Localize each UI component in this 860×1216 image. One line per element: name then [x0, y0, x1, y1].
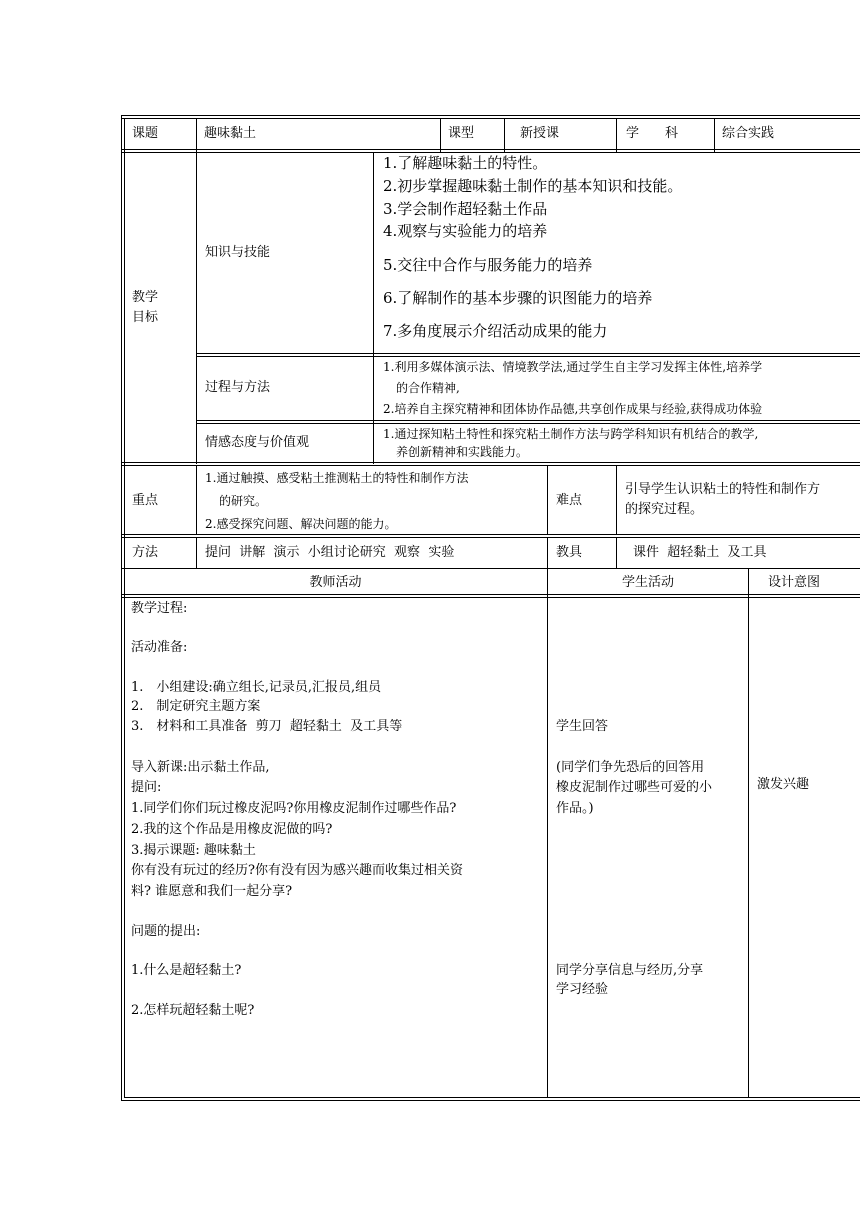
- student-answer-detail: 作品。): [556, 801, 594, 816]
- question-item: 1.什么是超轻黏土?: [131, 963, 242, 978]
- topic-label: 课题: [132, 126, 159, 141]
- table-rule: [196, 118, 197, 152]
- table-rule: [121, 462, 860, 463]
- table-rule: [714, 118, 715, 152]
- emotion-item: 1.通过探知粘土特性和探究粘土制作方法与跨学科知识有机结合的教学,: [383, 427, 759, 441]
- emotion-label: 情感态度与价值观: [205, 435, 310, 450]
- student-share: 同学分享信息与经历,分享: [556, 963, 704, 978]
- knowledge-item: 5.交往中合作与服务能力的培养: [383, 256, 593, 274]
- difficulty-item: 的探究过程。: [625, 502, 704, 517]
- table-border: [124, 118, 125, 1098]
- table-rule: [196, 423, 860, 424]
- student-activity-header: 学生活动: [621, 575, 674, 590]
- table-rule: [196, 420, 860, 421]
- table-rule: [616, 537, 617, 569]
- table-border: [124, 1097, 860, 1098]
- student-answer-detail: (同学们争先恐后的回答用: [556, 760, 705, 775]
- lesson-type-value: 新授课: [520, 126, 560, 141]
- table-rule: [547, 568, 548, 1098]
- focus-item: 1.通过触摸、感受粘土推测粘土的特性和制作方法: [205, 471, 469, 485]
- table-rule: [121, 465, 860, 466]
- design-intent-header: 设计意图: [767, 575, 820, 590]
- objectives-label: 目标: [132, 310, 159, 325]
- intro-line: 2.我的这个作品是用橡皮泥做的吗?: [131, 822, 333, 837]
- focus-label: 重点: [132, 493, 159, 508]
- table-rule: [121, 594, 860, 595]
- tools-value: 课件 超轻黏土 及工具: [633, 545, 767, 560]
- table-rule: [121, 149, 860, 150]
- intro-line: 你有没有玩过的经历?你有没有因为感兴趣而收集过相关资: [131, 863, 463, 878]
- prep-item: 2. 制定研究主题方案: [131, 699, 261, 714]
- table-border: [121, 1100, 860, 1101]
- table-rule: [748, 568, 749, 1098]
- focus-item: 的研究。: [219, 494, 268, 508]
- emotion-item: 养创新精神和实践能力。: [396, 445, 529, 459]
- intro-line: 提问:: [131, 780, 162, 795]
- difficulty-item: 引导学生认识粘土的特性和制作方: [625, 482, 821, 497]
- table-rule: [547, 537, 548, 569]
- table-rule: [440, 118, 441, 152]
- knowledge-item: 1.了解趣味黏土的特性。: [383, 154, 548, 172]
- student-share: 学习经验: [556, 982, 609, 997]
- table-rule: [121, 537, 860, 538]
- process-title: 教学过程:: [131, 601, 188, 616]
- objectives-label: 教学: [132, 290, 159, 305]
- prep-title: 活动准备:: [131, 640, 188, 655]
- table-rule: [616, 118, 617, 152]
- method-label: 方法: [132, 545, 159, 560]
- teacher-activity-header: 教师活动: [309, 575, 362, 590]
- knowledge-item: 3.学会制作超轻黏土作品: [383, 200, 548, 218]
- table-rule: [121, 534, 860, 535]
- student-answer-detail: 橡皮泥制作过哪些可爱的小: [556, 780, 713, 795]
- subject-label: 学 科: [626, 126, 679, 141]
- prep-item: 3. 材料和工具准备 剪刀 超轻黏土 及工具等: [131, 719, 403, 734]
- tools-label: 教具: [556, 545, 583, 560]
- subject-value: 综合实践: [722, 126, 775, 141]
- prep-item: 1. 小组建设:确立组长,记录员,汇报员,组员: [131, 680, 382, 695]
- table-rule: [616, 465, 617, 535]
- process-item: 2.培养自主探究精神和团体协作品德,共享创作成果与经验,获得成功体验: [383, 402, 763, 416]
- design-intent: 激发兴趣: [757, 777, 810, 792]
- table-rule: [121, 568, 860, 569]
- table-border: [121, 118, 860, 119]
- table-rule: [196, 152, 197, 464]
- table-rule: [121, 597, 860, 598]
- intro-line: 1.同学们你们玩过橡皮泥吗?你用橡皮泥制作过哪些作品?: [131, 801, 457, 816]
- table-border: [121, 115, 860, 116]
- table-rule: [196, 353, 860, 354]
- knowledge-item: 4.观察与实验能力的培养: [383, 222, 548, 240]
- intro-line: 3.揭示课题: 趣味黏土: [131, 843, 256, 858]
- knowledge-label: 知识与技能: [205, 245, 271, 260]
- difficulty-label: 难点: [556, 493, 583, 508]
- table-rule: [504, 118, 505, 152]
- knowledge-item: 7.多角度展示介绍活动成果的能力: [383, 322, 608, 340]
- intro-line: 料? 谁愿意和我们一起分享?: [131, 884, 293, 899]
- table-rule: [196, 356, 860, 357]
- focus-item: 2.感受探究问题、解决问题的能力。: [205, 517, 397, 531]
- table-rule: [196, 537, 197, 569]
- table-border: [121, 115, 122, 1101]
- intro-line: 导入新课:出示黏土作品,: [131, 760, 270, 775]
- process-label: 过程与方法: [205, 380, 271, 395]
- table-rule: [196, 465, 197, 535]
- knowledge-item: 2.初步掌握趣味黏土制作的基本知识和技能。: [383, 177, 683, 195]
- table-rule: [547, 465, 548, 535]
- student-answer: 学生回答: [556, 719, 609, 734]
- knowledge-item: 6.了解制作的基本步骤的识图能力的培养: [383, 289, 653, 307]
- method-value: 提问 讲解 演示 小组讨论研究 观察 实验: [205, 545, 455, 560]
- lesson-type-label: 课型: [448, 126, 475, 141]
- question-item: 2.怎样玩超轻黏土呢?: [131, 1003, 255, 1018]
- table-rule: [373, 152, 374, 464]
- process-item: 1.利用多媒体演示法、情境教学法,通过学生自主学习发挥主体性,培养学: [383, 360, 763, 374]
- topic-value: 趣味黏土: [204, 126, 257, 141]
- process-item: 的合作精神,: [396, 381, 460, 395]
- question-title: 问题的提出:: [131, 924, 201, 939]
